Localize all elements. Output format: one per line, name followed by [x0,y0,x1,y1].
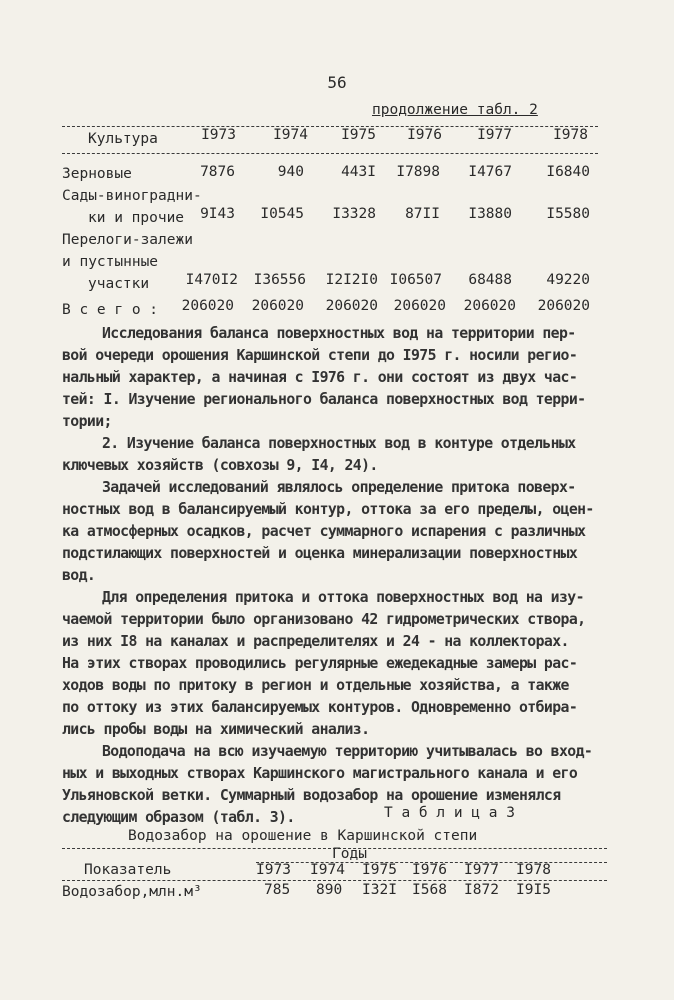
table-3-year: I976 [412,862,447,878]
text-line: чаемой территории было организовано 42 гидрометрических створа, [62,611,586,628]
table-cell: I3880 [468,206,512,222]
table-3-cell: 890 [316,882,343,898]
page-number: 56 [327,73,347,92]
text-line: Для определения притока и оттока поверхностных вод на изу- [102,589,584,606]
table-cell: I0545 [260,206,304,222]
table-cell: 206020 [181,298,234,314]
table-cell: 49220 [546,272,590,288]
table-header-year: I978 [553,127,588,143]
table-cell: I36556 [253,272,306,288]
table-cell: I5580 [546,206,590,222]
table-cell: I4767 [468,164,512,180]
table-cell: I6840 [546,164,590,180]
text-line: Водоподача на всю изучаемую территорию учитывалась во вход- [102,743,593,760]
text-line: нальный характер, а начиная с I976 г. они состоят из двух час- [62,369,578,386]
text-line: ных и выходных створах Каршинского магистрального канала и его [62,765,578,782]
table-row-label: Зерновые [62,166,132,182]
table-3-cell: 785 [264,882,291,898]
table-3-cell: I568 [412,882,447,898]
table-3-cell: I872 [464,882,499,898]
table-header-culture: Культура [88,131,158,147]
table-3-cell: I9I5 [516,882,551,898]
text-line: вод. [62,567,96,584]
table-3-year: I978 [516,862,551,878]
table-row-label: Сады-виноградни- [62,188,202,204]
table-cell: I2I2I0 [325,272,378,288]
text-line: тей: I. Изучение регионального баланса поверхностных вод терри- [62,391,586,408]
text-line: вой очереди орошения Каршинской степи до I975 г. носили регио- [62,347,578,364]
table-cell: 9I43 [200,206,235,222]
table-3-year: I977 [464,862,499,878]
table-row-label: участки [88,276,150,292]
table-cell: 206020 [393,298,446,314]
table-cell: 68488 [468,272,512,288]
table-3-year: I974 [310,862,345,878]
table-3-indicator-header: Показатель [84,862,172,878]
table-header-year: I974 [273,127,308,143]
table-3-label: Т а б л и ц а 3 [384,805,515,821]
table-row-label: ки и прочие [88,210,185,226]
text-line: На этих створах проводились регулярные ежедекадные замеры рас- [62,655,578,672]
table-cell: 206020 [463,298,516,314]
text-line: лись пробы воды на химический анализ. [62,721,370,738]
table-3-row-label: Водозабор,млн.м³ [62,884,202,900]
table-cell: 443I [341,164,376,180]
text-line: ключевых хозяйств (совхозы 9, I4, 24). [62,457,378,474]
table-cell: 940 [277,164,304,180]
table-cell: 87II [405,206,440,222]
text-line: 2. Изучение баланса поверхностных вод в контуре отдельных [102,435,576,452]
table-header-year: I977 [477,127,512,143]
table-cell: 206020 [537,298,590,314]
table-cell: 206020 [325,298,378,314]
table-row-label: Перелоги-залежи [62,232,193,248]
table-3-cell: I32I [362,882,397,898]
text-line: ходов воды по притоку в регион и отдельные хозяйства, а также [62,677,569,694]
table-rule [62,153,598,154]
table-header-year: I975 [341,127,376,143]
text-line: тории; [62,413,112,430]
table-cell: 206020 [251,298,304,314]
table-cell: I7898 [396,164,440,180]
table-3-year: I975 [362,862,397,878]
table-rule [62,880,607,881]
table-total-label: В с е г о : [62,302,159,318]
text-line: из них I8 на каналах и распределителях и 24 - на коллекторах. [62,633,569,650]
table-header-year: I973 [201,127,236,143]
table-3-years-group: Годы [332,846,367,862]
table-continuation-label: продолжение табл. 2 [372,102,538,118]
table-cell: I470I2 [185,272,238,288]
text-line: Задачей исследований являлось определение притока поверх- [102,479,576,496]
text-line: по оттоку из этих балансируемых контуров. Одновременно отбира- [62,699,578,716]
table-cell: 7876 [200,164,235,180]
text-line: ностных вод в балансируемый контур, оттока за его пределы, оцен- [62,501,594,518]
table-3-title: Водозабор на орошение в Каршинской степи [128,828,478,844]
table-cell: I3328 [332,206,376,222]
text-line: Ульяновской ветки. Суммарный водозабор на орошение изменялся [62,787,561,804]
table-3-year: I973 [256,862,291,878]
table-header-year: I976 [407,127,442,143]
text-line: подстилающих поверхностей и оценка минерализации поверхностных [62,545,578,562]
table-row-label: и пустынные [62,254,159,270]
table-cell: I06507 [389,272,442,288]
text-line: Исследования баланса поверхностных вод на территории пер- [102,325,576,342]
text-line: следующим образом (табл. 3). [62,809,295,826]
text-line: ка атмосферных осадков, расчет суммарного испарения с различных [62,523,586,540]
